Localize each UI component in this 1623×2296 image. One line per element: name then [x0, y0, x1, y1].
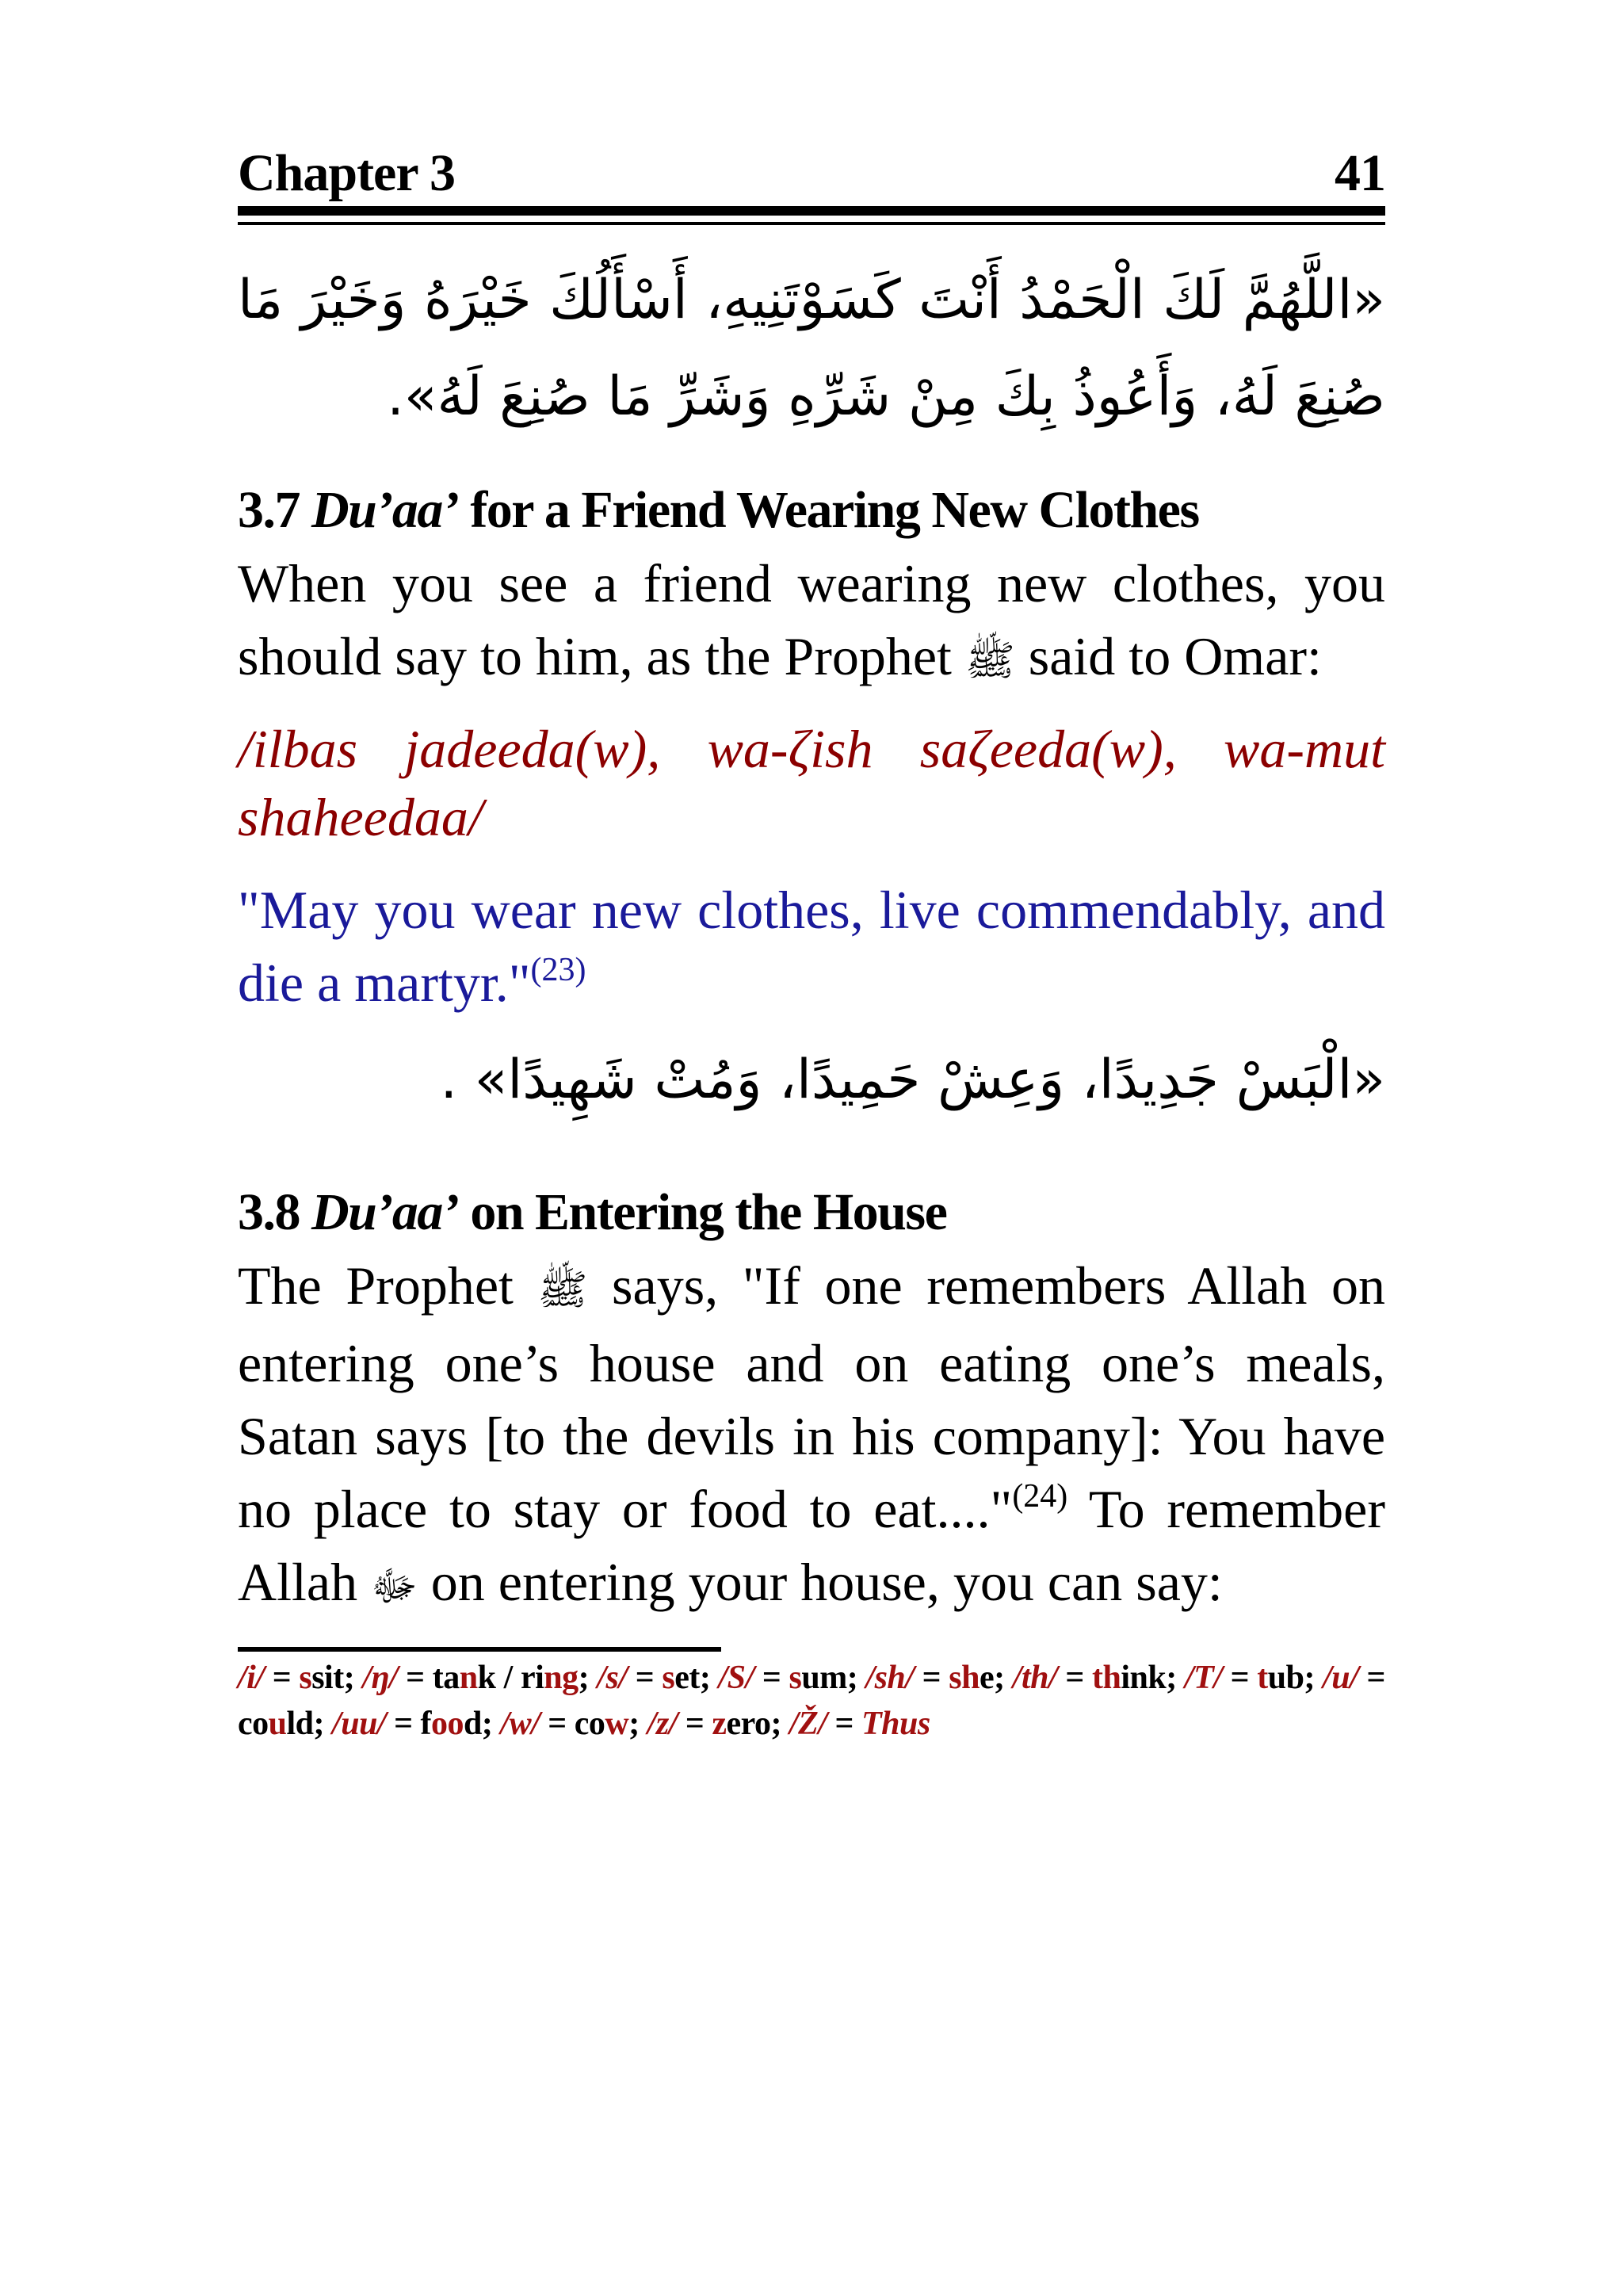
section-3-8-body: The Prophet ﷺ says, "If one remembers Allah on entering one’s house and on eating one’s meals, Satan says [to the devils in his company]: You have no place to stay or food to eat...."$^{(24)}$ To remember Allah ﷻ on entering your house, you can say:	[238, 1255, 1386, 1612]
honorific-icon: ﷺ	[537, 1266, 588, 1314]
section-number: 3.8	[238, 1183, 300, 1241]
translation: "May you wear new clothes, live commendably, and die a martyr."$^{(23)}$	[238, 880, 1385, 1013]
section-heading-3-7	[238, 474, 1385, 547]
footnote-rule	[238, 1647, 721, 1652]
section-title: for a Friend Wearing New Clothes	[470, 481, 1199, 539]
section-number: 3.7	[238, 481, 300, 539]
chapter-label: Chapter 3	[238, 144, 455, 202]
page-number: 41	[1335, 144, 1385, 202]
section-title-italic: Du’aa’	[311, 481, 459, 539]
reference-note: (23)	[530, 952, 586, 988]
section-title: on Entering the House	[470, 1183, 947, 1241]
arabic-prayer-friend: «الْبَسْ جَدِيدًا، وَعِشْ حَمِيدًا، وَمُتْ شَهِيدًا» .	[440, 1049, 1385, 1111]
section-heading-3-8	[238, 1176, 1385, 1249]
section-3-7-intro: When you see a friend wearing new clothes, you should say to him, as the Prophet ﷺ said to Omar:	[238, 553, 1385, 686]
allah-honorific-icon: ﷻ	[371, 1563, 418, 1610]
honorific-icon: ﷺ	[964, 637, 1015, 685]
section-title-italic: Du’aa’	[311, 1183, 459, 1241]
arabic-prayer-new-clothes: «اللَّهُمَّ لَكَ الْحَمْدُ أَنْتَ كَسَوْتَنِيهِ، أَسْأَلُكَ خَيْرَهُ وَخَيْرَ مَا صُنِعَ لَهُ، وَأَعُوذُ بِكَ مِنْ شَرِّهِ وَشَرِّ مَا صُنِعَ لَهُ».	[238, 269, 1385, 428]
page	[238, 135, 1385, 1747]
header-rule-thick	[238, 206, 1385, 216]
pronunciation-key: /i/ = ssit; /ŋ/ = tank / ring; /s/ = set; /S/ = sum; /sh/ = she; /th/ = think; /T/ = tub; /u/ = could; /uu/ = food; /w/ = cow; /z/ = zero; /Ž/ = Thus	[238, 1660, 1385, 1742]
reference-note: (24)	[1012, 1478, 1068, 1515]
running-header	[238, 135, 1385, 200]
transliteration: /ilbas jadeeda(w), wa-ζish saζeeda(w), wa-mut shaheedaa/	[238, 719, 1385, 847]
header-rule-thin	[238, 222, 1385, 225]
